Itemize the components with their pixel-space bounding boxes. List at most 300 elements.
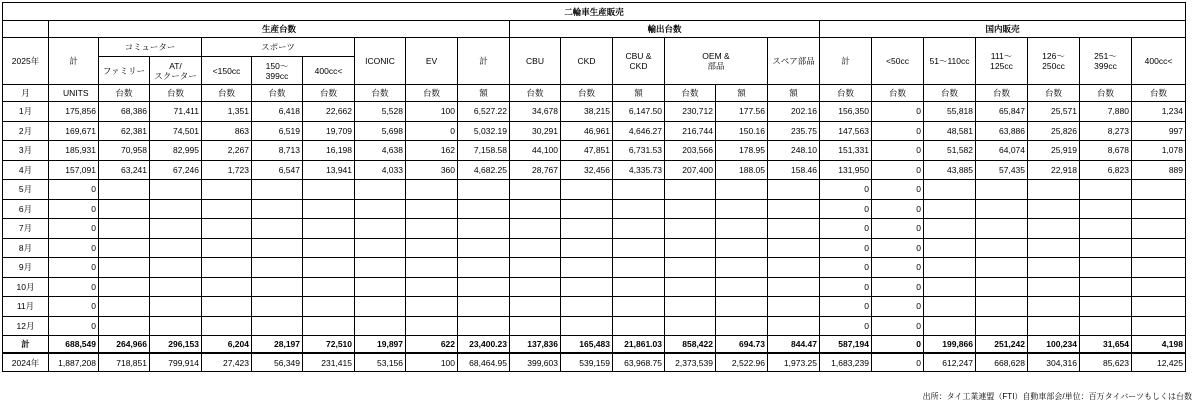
- data-cell: [406, 238, 458, 258]
- data-cell: [303, 258, 355, 278]
- data-cell: [355, 199, 406, 219]
- data-cell: 858,422: [665, 336, 716, 354]
- header-dom-total: 計: [820, 38, 872, 85]
- unit-cell: 台数: [99, 85, 150, 102]
- data-cell: 668,628: [976, 353, 1028, 372]
- table-row: [3, 121, 1186, 141]
- data-cell: [150, 258, 202, 278]
- data-cell: 150.16: [716, 121, 768, 141]
- data-cell: 539,159: [561, 353, 613, 372]
- data-cell: 71,411: [150, 102, 202, 122]
- unit-cell: 額: [458, 85, 510, 102]
- data-cell: [1132, 316, 1186, 336]
- data-cell: 53,156: [355, 353, 406, 372]
- data-cell: [1080, 297, 1132, 317]
- data-cell: [252, 219, 303, 239]
- data-cell: 6,418: [252, 102, 303, 122]
- data-cell: 30,291: [510, 121, 561, 141]
- data-cell: 0: [49, 199, 99, 219]
- data-cell: [924, 316, 976, 336]
- data-cell: [613, 180, 665, 200]
- data-cell: 23,400.23: [458, 336, 510, 354]
- header-family: ファミリー: [99, 57, 150, 85]
- data-cell: [768, 199, 820, 219]
- data-cell: 863: [202, 121, 252, 141]
- data-cell: [510, 258, 561, 278]
- data-cell: 231,415: [303, 353, 355, 372]
- row-label: 7月: [3, 219, 49, 239]
- data-cell: 34,678: [510, 102, 561, 122]
- row-label: 12月: [3, 316, 49, 336]
- data-cell: 0: [406, 121, 458, 141]
- data-cell: [716, 180, 768, 200]
- data-cell: [355, 180, 406, 200]
- data-cell: [1132, 258, 1186, 278]
- data-cell: 137,836: [510, 336, 561, 354]
- data-cell: 612,247: [924, 353, 976, 372]
- header-dom-400: 400cc<: [1132, 38, 1186, 85]
- data-cell: [303, 180, 355, 200]
- data-cell: 889: [1132, 160, 1186, 180]
- data-cell: [406, 258, 458, 278]
- data-cell: 360: [406, 160, 458, 180]
- data-cell: 64,074: [976, 141, 1028, 161]
- data-cell: 63,968.75: [613, 353, 665, 372]
- data-cell: [458, 238, 510, 258]
- data-cell: 67,246: [150, 160, 202, 180]
- data-cell: [976, 316, 1028, 336]
- data-cell: 63,886: [976, 121, 1028, 141]
- data-cell: [202, 180, 252, 200]
- data-cell: [768, 258, 820, 278]
- data-cell: 199,866: [924, 336, 976, 354]
- header-ev: EV: [406, 38, 458, 85]
- data-cell: 2,522.96: [716, 353, 768, 372]
- data-cell: [1080, 238, 1132, 258]
- data-cell: 1,078: [1132, 141, 1186, 161]
- header-ckd: CKD: [561, 38, 613, 85]
- data-cell: 51,582: [924, 141, 976, 161]
- data-cell: 48,581: [924, 121, 976, 141]
- data-cell: 12,425: [1132, 353, 1186, 372]
- data-cell: 4,638: [355, 141, 406, 161]
- unit-cell: 台数: [561, 85, 613, 102]
- data-cell: [665, 316, 716, 336]
- row-label: 2024年: [3, 353, 49, 372]
- data-cell: [1028, 316, 1080, 336]
- unit-cell: 台数: [820, 85, 872, 102]
- data-cell: 7,880: [1080, 102, 1132, 122]
- data-cell: 32,456: [561, 160, 613, 180]
- data-cell: 207,400: [665, 160, 716, 180]
- data-cell: 158.46: [768, 160, 820, 180]
- data-cell: [1028, 258, 1080, 278]
- data-cell: [458, 219, 510, 239]
- data-cell: [303, 316, 355, 336]
- data-cell: [355, 316, 406, 336]
- data-cell: [252, 180, 303, 200]
- data-cell: 5,698: [355, 121, 406, 141]
- data-cell: [613, 238, 665, 258]
- data-cell: 799,914: [150, 353, 202, 372]
- data-cell: 235.75: [768, 121, 820, 141]
- data-cell: [458, 277, 510, 297]
- data-cell: 157,091: [49, 160, 99, 180]
- table-row: [3, 238, 1186, 258]
- data-cell: 264,966: [99, 336, 150, 354]
- data-cell: [924, 199, 976, 219]
- data-cell: [355, 258, 406, 278]
- data-cell: 4,682.25: [458, 160, 510, 180]
- data-cell: 147,563: [820, 121, 872, 141]
- data-cell: [510, 180, 561, 200]
- data-cell: [976, 180, 1028, 200]
- data-cell: [976, 277, 1028, 297]
- data-cell: [458, 297, 510, 317]
- data-cell: 6,519: [252, 121, 303, 141]
- data-cell: [976, 238, 1028, 258]
- source-note: 出所：タイ工業連盟（FTI）自動車部会/単位：百万タイバーツもしくは台数: [922, 392, 1192, 401]
- data-cell: 0: [872, 102, 924, 122]
- data-cell: 13,941: [303, 160, 355, 180]
- header-oem: OEM & 部品: [665, 38, 768, 85]
- data-cell: [355, 219, 406, 239]
- data-cell: 19,709: [303, 121, 355, 141]
- data-cell: 22,662: [303, 102, 355, 122]
- data-cell: 131,950: [820, 160, 872, 180]
- table-row: [3, 102, 1186, 122]
- data-cell: 8,678: [1080, 141, 1132, 161]
- data-cell: [150, 180, 202, 200]
- data-cell: 62,381: [99, 121, 150, 141]
- data-cell: [1080, 316, 1132, 336]
- data-cell: 47,851: [561, 141, 613, 161]
- unit-cell: 台数: [665, 85, 716, 102]
- unit-cell: 台数: [976, 85, 1028, 102]
- data-cell: 251,242: [976, 336, 1028, 354]
- data-cell: 0: [820, 199, 872, 219]
- data-cell: 0: [872, 219, 924, 239]
- data-cell: [1028, 219, 1080, 239]
- data-cell: [561, 258, 613, 278]
- data-cell: [252, 277, 303, 297]
- data-cell: 100: [406, 353, 458, 372]
- data-cell: 694.73: [716, 336, 768, 354]
- data-cell: 7,158.58: [458, 141, 510, 161]
- data-cell: 0: [872, 199, 924, 219]
- data-cell: [924, 219, 976, 239]
- header-lt50: <50cc: [872, 38, 924, 85]
- data-cell: 44,100: [510, 141, 561, 161]
- data-cell: 1,887,208: [49, 353, 99, 372]
- data-cell: [303, 297, 355, 317]
- data-cell: [1132, 238, 1186, 258]
- header-spare: スペア部品: [768, 38, 820, 85]
- data-cell: 169,671: [49, 121, 99, 141]
- unit-cell: 台数: [150, 85, 202, 102]
- data-cell: 1,351: [202, 102, 252, 122]
- data-cell: 175,856: [49, 102, 99, 122]
- data-cell: [1080, 277, 1132, 297]
- data-cell: 0: [872, 316, 924, 336]
- data-cell: [1132, 219, 1186, 239]
- data-cell: 100: [406, 102, 458, 122]
- data-cell: 0: [820, 238, 872, 258]
- data-cell: [99, 180, 150, 200]
- data-cell: 0: [872, 297, 924, 317]
- data-cell: [716, 316, 768, 336]
- data-cell: [510, 277, 561, 297]
- data-cell: [613, 219, 665, 239]
- unit-cell: 額: [613, 85, 665, 102]
- data-cell: 165,483: [561, 336, 613, 354]
- unit-cell: 台数: [924, 85, 976, 102]
- data-cell: [150, 297, 202, 317]
- data-cell: 587,194: [820, 336, 872, 354]
- unit-cell: 台数: [355, 85, 406, 102]
- header-exp-total: 計: [458, 38, 510, 85]
- data-cell: [561, 180, 613, 200]
- data-cell: [716, 277, 768, 297]
- data-cell: [202, 316, 252, 336]
- data-cell: 28,197: [252, 336, 303, 354]
- data-cell: [561, 297, 613, 317]
- data-cell: [458, 316, 510, 336]
- data-cell: 82,995: [150, 141, 202, 161]
- data-cell: [924, 258, 976, 278]
- data-cell: [665, 277, 716, 297]
- data-cell: [1132, 297, 1186, 317]
- table-row: [3, 258, 1186, 278]
- data-cell: 622: [406, 336, 458, 354]
- data-cell: 31,654: [1080, 336, 1132, 354]
- data-cell: 74,501: [150, 121, 202, 141]
- data-cell: 25,919: [1028, 141, 1080, 161]
- data-cell: [406, 180, 458, 200]
- data-cell: 0: [872, 277, 924, 297]
- header-sports: スポーツ: [202, 38, 355, 57]
- data-cell: 0: [872, 238, 924, 258]
- data-cell: [1028, 238, 1080, 258]
- data-cell: [406, 199, 458, 219]
- unit-cell: 台数: [252, 85, 303, 102]
- row-label: 3月: [3, 141, 49, 161]
- group-production: 生産台数: [49, 21, 510, 38]
- header-at-scooter: AT/ スクーター: [150, 57, 202, 85]
- data-cell: 46,961: [561, 121, 613, 141]
- data-cell: 1,683,239: [820, 353, 872, 372]
- data-cell: [1028, 199, 1080, 219]
- unit-cell: 台数: [872, 85, 924, 102]
- data-cell: [561, 238, 613, 258]
- header-iconic: ICONIC: [355, 38, 406, 85]
- data-cell: 72,510: [303, 336, 355, 354]
- data-cell: [1028, 297, 1080, 317]
- row-label: 5月: [3, 180, 49, 200]
- data-cell: 6,547: [252, 160, 303, 180]
- data-cell: [613, 199, 665, 219]
- data-cell: 28,767: [510, 160, 561, 180]
- header-126-250: 126～ 250cc: [1028, 38, 1080, 85]
- table-row: [3, 316, 1186, 336]
- data-cell: 68,464.95: [458, 353, 510, 372]
- data-cell: [1132, 180, 1186, 200]
- data-cell: [458, 258, 510, 278]
- data-cell: 399,603: [510, 353, 561, 372]
- data-cell: 56,349: [252, 353, 303, 372]
- header-400: 400cc<: [303, 57, 355, 85]
- data-cell: [510, 219, 561, 239]
- data-cell: 0: [872, 141, 924, 161]
- data-cell: 5,032.19: [458, 121, 510, 141]
- data-cell: 16,198: [303, 141, 355, 161]
- data-cell: [924, 238, 976, 258]
- header-prod-total: 計: [49, 38, 99, 85]
- data-cell: [924, 277, 976, 297]
- data-cell: 177.56: [716, 102, 768, 122]
- data-cell: [768, 219, 820, 239]
- data-cell: 151,331: [820, 141, 872, 161]
- table-title: 二輪車生産販売: [3, 3, 1186, 21]
- header-51-110: 51～110cc: [924, 38, 976, 85]
- data-cell: 38,215: [561, 102, 613, 122]
- data-cell: [202, 277, 252, 297]
- data-cell: 0: [820, 258, 872, 278]
- data-cell: [99, 219, 150, 239]
- data-cell: [99, 258, 150, 278]
- data-cell: 0: [49, 277, 99, 297]
- data-cell: [303, 238, 355, 258]
- data-cell: [510, 297, 561, 317]
- data-cell: 43,885: [924, 160, 976, 180]
- data-cell: [976, 199, 1028, 219]
- data-cell: [252, 238, 303, 258]
- data-cell: 296,153: [150, 336, 202, 354]
- header-cbu: CBU: [510, 38, 561, 85]
- data-cell: 8,713: [252, 141, 303, 161]
- data-cell: 65,847: [976, 102, 1028, 122]
- data-cell: 4,033: [355, 160, 406, 180]
- data-cell: [716, 238, 768, 258]
- row-label: 8月: [3, 238, 49, 258]
- data-cell: [976, 219, 1028, 239]
- data-cell: 6,147.50: [613, 102, 665, 122]
- data-cell: 0: [872, 121, 924, 141]
- data-cell: 0: [820, 219, 872, 239]
- unit-cell: 台数: [303, 85, 355, 102]
- data-cell: 25,826: [1028, 121, 1080, 141]
- data-cell: 0: [872, 258, 924, 278]
- data-cell: 63,241: [99, 160, 150, 180]
- row-label: 1月: [3, 102, 49, 122]
- data-cell: [510, 316, 561, 336]
- data-cell: 6,204: [202, 336, 252, 354]
- data-cell: [99, 297, 150, 317]
- row-label: 2月: [3, 121, 49, 141]
- data-cell: [768, 316, 820, 336]
- data-cell: [303, 277, 355, 297]
- data-cell: [665, 258, 716, 278]
- data-cell: [1132, 277, 1186, 297]
- unit-cell: 台数: [1132, 85, 1186, 102]
- unit-cell: 台数: [202, 85, 252, 102]
- data-cell: [510, 199, 561, 219]
- data-cell: 216,744: [665, 121, 716, 141]
- data-cell: [665, 297, 716, 317]
- data-cell: [150, 219, 202, 239]
- data-cell: [355, 238, 406, 258]
- data-cell: [613, 297, 665, 317]
- data-cell: 156,350: [820, 102, 872, 122]
- data-cell: 21,861.03: [613, 336, 665, 354]
- group-export: 輸出台数: [510, 21, 820, 38]
- data-cell: [202, 238, 252, 258]
- data-cell: [1080, 199, 1132, 219]
- data-cell: [252, 297, 303, 317]
- data-cell: [665, 180, 716, 200]
- data-cell: 203,566: [665, 141, 716, 161]
- group-domestic: 国内販売: [820, 21, 1186, 38]
- data-cell: [99, 238, 150, 258]
- data-cell: [510, 238, 561, 258]
- data-cell: 6,823: [1080, 160, 1132, 180]
- data-cell: 0: [49, 316, 99, 336]
- data-cell: 0: [872, 353, 924, 372]
- data-cell: [150, 199, 202, 219]
- data-cell: [406, 297, 458, 317]
- data-cell: [561, 199, 613, 219]
- data-cell: [1132, 199, 1186, 219]
- data-cell: 188.05: [716, 160, 768, 180]
- data-cell: [202, 258, 252, 278]
- data-cell: [252, 258, 303, 278]
- row-label: 11月: [3, 297, 49, 317]
- data-cell: [716, 199, 768, 219]
- data-cell: [716, 258, 768, 278]
- data-cell: 8,273: [1080, 121, 1132, 141]
- data-cell: [716, 219, 768, 239]
- data-cell: [665, 238, 716, 258]
- data-cell: [1080, 258, 1132, 278]
- unit-cell: UNITS: [49, 85, 99, 102]
- data-cell: [252, 316, 303, 336]
- row-label: 計: [3, 336, 49, 354]
- data-cell: 304,316: [1028, 353, 1080, 372]
- header-251-399: 251～ 399cc: [1080, 38, 1132, 85]
- data-cell: 57,435: [976, 160, 1028, 180]
- data-cell: [1080, 180, 1132, 200]
- data-cell: 22,918: [1028, 160, 1080, 180]
- unit-cell: 台数: [510, 85, 561, 102]
- data-cell: 0: [820, 297, 872, 317]
- production-sales-table: [2, 2, 1186, 372]
- data-cell: [976, 258, 1028, 278]
- data-cell: [303, 199, 355, 219]
- data-cell: [976, 297, 1028, 317]
- data-cell: 248.10: [768, 141, 820, 161]
- data-cell: 688,549: [49, 336, 99, 354]
- header-150-399: 150～ 399cc: [252, 57, 303, 85]
- data-cell: 4,198: [1132, 336, 1186, 354]
- data-cell: [150, 238, 202, 258]
- data-cell: [150, 277, 202, 297]
- data-cell: 27,423: [202, 353, 252, 372]
- row-label: 6月: [3, 199, 49, 219]
- data-cell: 6,527.22: [458, 102, 510, 122]
- data-cell: 19,897: [355, 336, 406, 354]
- data-cell: 0: [49, 180, 99, 200]
- table-row: [3, 336, 1186, 354]
